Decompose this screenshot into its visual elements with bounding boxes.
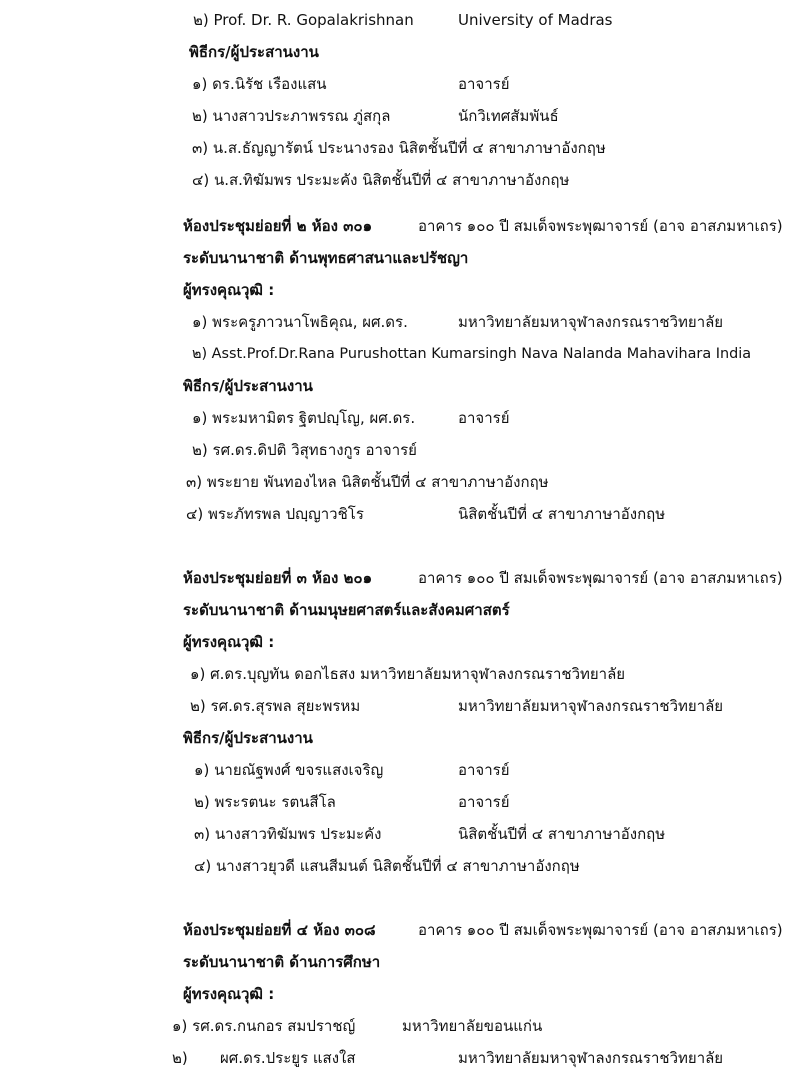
list-item: ๓) น.ส.ธัญญารัตน์ ประนางรอง นิสิตชั้นปีที่ ๔ สาขาภาษาอังกฤษ xyxy=(192,139,606,157)
list-item-affiliation: มหาวิทยาลัยมหาจุฬาลงกรณราชวิทยาลัย xyxy=(458,1049,724,1067)
list-item-role: อาจารย์ xyxy=(458,409,510,427)
room-3-heading: ห้องประชุมย่อยที่ ๓ ห้อง ๒๐๑ xyxy=(183,569,373,587)
room-4-building: อาคาร ๑๐๐ ปี สมเด็จพระพุฒาจารย์ (อาจ อาสภมหาเถร) xyxy=(418,921,783,939)
list-item-affiliation: มหาวิทยาลัยมหาจุฬาลงกรณราชวิทยาลัย xyxy=(458,313,724,331)
speaker-2-affiliation: University of Madras xyxy=(458,11,613,29)
list-item-role: อาจารย์ xyxy=(458,761,510,779)
list-item-role: นิสิตชั้นปีที่ ๔ สาขาภาษาอังกฤษ xyxy=(458,505,666,523)
list-item: ๒) Asst.Prof.Dr.Rana Purushottan Kumarsingh Nava Nalanda Mahavihara India xyxy=(192,346,752,362)
list-item-role: อาจารย์ xyxy=(458,75,510,93)
list-item: ๔) นางสาวยุวดี แสนสีมนต์ นิสิตชั้นปีที่ ๔ สาขาภาษาอังกฤษ xyxy=(194,857,580,875)
section-heading-moderators: พิธีกร/ผู้ประสานงาน xyxy=(183,377,313,395)
list-item-affiliation: มหาวิทยาลัยมหาจุฬาลงกรณราชวิทยาลัย xyxy=(458,697,724,715)
list-item-role: นิสิตชั้นปีที่ ๔ สาขาภาษาอังกฤษ xyxy=(458,825,666,843)
section-heading-moderators: พิธีกร/ผู้ประสานงาน xyxy=(183,729,313,747)
speaker-2-name: ๒) Prof. Dr. R. Gopalakrishnan xyxy=(193,11,414,29)
section-heading-experts: ผู้ทรงคุณวุฒิ : xyxy=(183,985,275,1003)
room-2-heading: ห้องประชุมย่อยที่ ๒ ห้อง ๓๐๑ xyxy=(183,217,373,235)
list-item: ๒) พระรตนะ รตนสีโล xyxy=(194,793,336,811)
room-2-track: ระดับนานาชาติ ด้านพุทธศาสนาและปรัชญา xyxy=(183,249,469,267)
list-item: ๔) น.ส.ทิฆัมพร ประมะคัง นิสิตชั้นปีที่ ๔ สาขาภาษาอังกฤษ xyxy=(192,171,570,189)
list-item-role: อาจารย์ xyxy=(458,793,510,811)
list-item: ๑) นายณัฐพงศ์ ขจรแสงเจริญ xyxy=(194,761,384,779)
list-item-affiliation: มหาวิทยาลัยขอนแก่น xyxy=(402,1017,543,1035)
section-heading-moderators: พิธีกร/ผู้ประสานงาน xyxy=(189,43,319,61)
room-4-track: ระดับนานาชาติ ด้านการศึกษา xyxy=(183,953,381,971)
list-item-role: นักวิเทศสัมพันธ์ xyxy=(458,107,559,125)
room-4-heading: ห้องประชุมย่อยที่ ๔ ห้อง ๓๐๘ xyxy=(183,921,376,939)
list-item: ผศ.ดร.ประยูร แสงใส xyxy=(220,1049,356,1067)
list-item: ๔) พระภัทรพล ปญฺญาวชิโร xyxy=(186,505,364,523)
list-item: ๑) พระมหามิตร ฐิตปญฺโญ, ผศ.ดร. xyxy=(192,409,416,427)
list-item: ๓) นางสาวทิฆัมพร ประมะคัง xyxy=(194,825,382,843)
list-item: ๒) รศ.ดร.ดิปติ วิสุทธางกูร อาจารย์ xyxy=(192,441,417,459)
room-2-building: อาคาร ๑๐๐ ปี สมเด็จพระพุฒาจารย์ (อาจ อาสภมหาเถร) xyxy=(418,217,783,235)
list-item: ๒) รศ.ดร.สุรพล สุยะพรหม xyxy=(190,697,361,715)
section-heading-experts: ผู้ทรงคุณวุฒิ : xyxy=(183,281,275,299)
list-item: ๑) รศ.ดร.กนกอร สมปราชญ์ xyxy=(172,1017,356,1035)
list-item: ๑) ดร.นิรัช เรืองแสน xyxy=(192,75,327,93)
section-heading-experts: ผู้ทรงคุณวุฒิ : xyxy=(183,633,275,651)
room-3-track: ระดับนานาชาติ ด้านมนุษยศาสตร์และสังคมศาสตร์ xyxy=(183,601,510,619)
list-item: ๓) พระยาย พันทองไหล นิสิตชั้นปีที่ ๔ สาขาภาษาอังกฤษ xyxy=(186,473,549,491)
list-item: ๑) ศ.ดร.บุญทัน ดอกไธสง มหาวิทยาลัยมหาจุฬาลงกรณราชวิทยาลัย xyxy=(190,665,626,683)
list-item: ๒) นางสาวประภาพรรณ ภู่สกุล xyxy=(192,107,391,125)
list-item: ๑) พระครูภาวนาโพธิคุณ, ผศ.ดร. xyxy=(192,313,408,331)
room-3-building: อาคาร ๑๐๐ ปี สมเด็จพระพุฒาจารย์ (อาจ อาสภมหาเถร) xyxy=(418,569,783,587)
list-item-number: ๒) xyxy=(172,1049,188,1067)
